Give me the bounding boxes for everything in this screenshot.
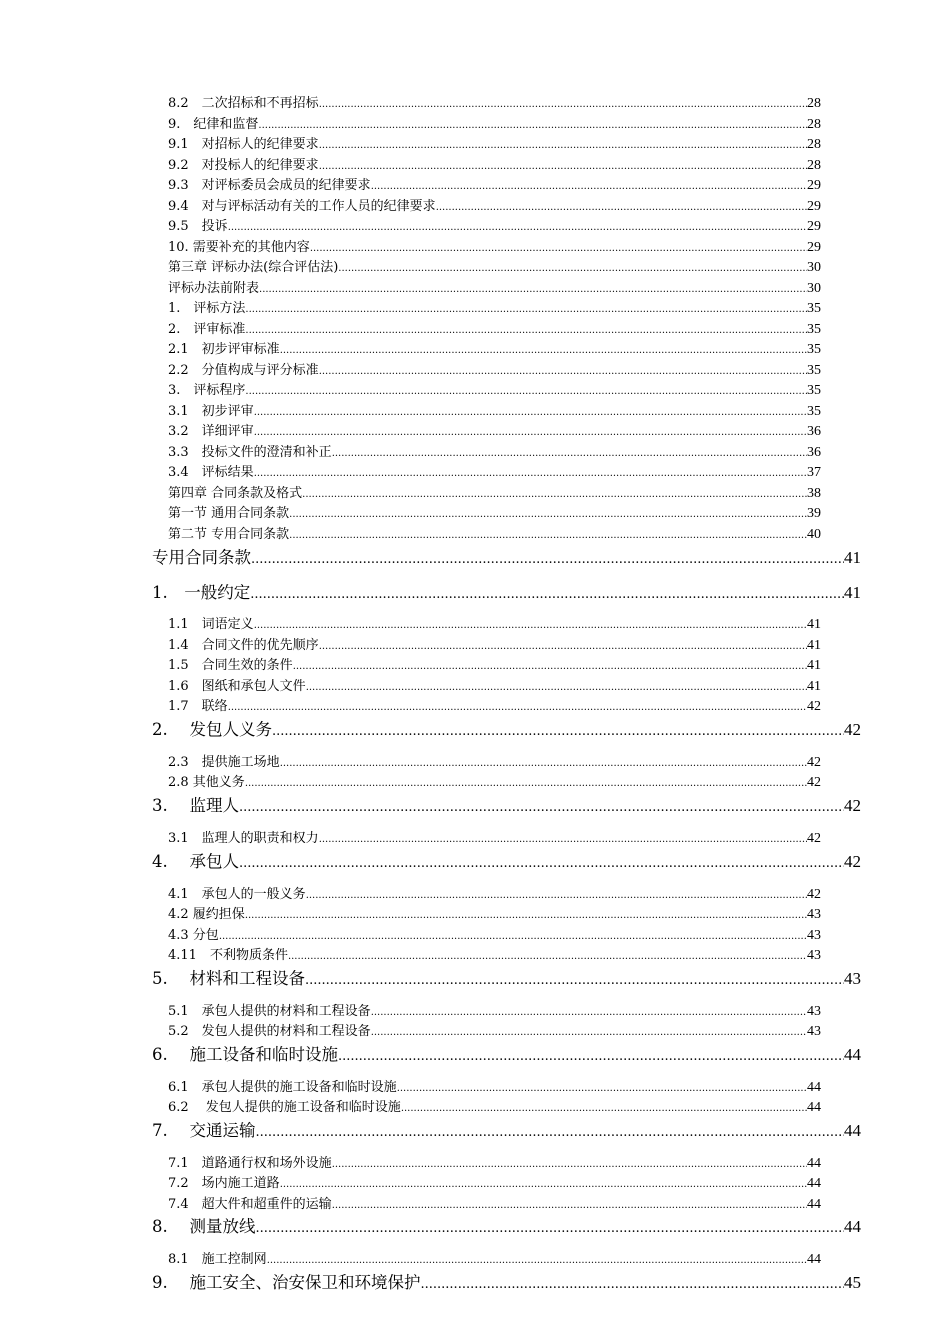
toc-leader — [245, 778, 807, 789]
toc-entry-title: 9.2 对投标人的纪律要求 — [168, 158, 319, 173]
toc-leader — [319, 140, 807, 151]
toc-entry — [152, 1117, 861, 1141]
toc-entry-title: 9.3 对评标委员会成员的纪律要求 — [168, 178, 371, 193]
toc-page-number: 42 — [807, 887, 821, 902]
toc-entry-title: 2.8 其他义务 — [168, 775, 245, 790]
toc-entry — [168, 441, 821, 461]
toc-entry-title: 第二节 专用合同条款 — [168, 527, 290, 542]
toc-leader — [245, 910, 807, 921]
toc-leader — [251, 552, 844, 567]
toc-page-number: 36 — [807, 424, 821, 439]
toc-leader — [250, 587, 844, 602]
toc-leader — [310, 243, 807, 254]
toc-entry-title: 第三章 评标办法(综合评估法) — [168, 260, 339, 275]
toc-page-number: 42 — [807, 755, 821, 770]
toc-entry-title: 9.1 对招标人的纪律要求 — [168, 137, 319, 152]
toc-entry — [152, 1041, 861, 1065]
toc-page-number: 43 — [807, 948, 821, 963]
toc-page-number: 37 — [807, 465, 821, 480]
toc-leader — [397, 1083, 807, 1094]
toc-entry — [168, 1076, 821, 1096]
toc-entry-title: 6.1 承包人提供的施工设备和临时设施 — [168, 1080, 397, 1095]
toc-page-number: 35 — [807, 322, 821, 337]
toc-entry-title: 5.1 承包人提供的材料和工程设备 — [168, 1004, 371, 1019]
toc-page-number: 42 — [807, 831, 821, 846]
toc-page-number: 41 — [807, 679, 821, 694]
toc-entry — [168, 92, 821, 112]
toc-entry — [152, 1269, 861, 1293]
toc-leader — [280, 758, 807, 769]
toc-entry — [168, 751, 821, 771]
toc-leader — [421, 1277, 845, 1292]
toc-entry — [168, 695, 821, 715]
toc-entry — [168, 523, 821, 543]
toc-entry-title: 第一节 通用合同条款 — [168, 506, 290, 521]
toc-leader — [338, 1049, 844, 1064]
toc-entry-title: 2. 评审标准 — [168, 322, 246, 337]
toc-entry — [168, 482, 821, 502]
toc-entry — [168, 461, 821, 481]
toc-page-number: 35 — [807, 342, 821, 357]
toc-leader — [256, 1221, 845, 1236]
toc-entry — [168, 502, 821, 522]
toc-page-number: 43 — [807, 907, 821, 922]
toc-entry — [168, 277, 821, 297]
toc-entry-title: 2.1 初步评审标准 — [168, 342, 280, 357]
toc-page-number: 39 — [807, 506, 821, 521]
toc-page-number: 41 — [807, 658, 821, 673]
toc-leader — [239, 800, 844, 815]
toc-page-number: 28 — [807, 117, 821, 132]
toc-leader — [254, 407, 807, 418]
toc-entry-title: 9.5 投诉 — [168, 219, 228, 234]
toc-leader — [245, 386, 807, 397]
toc-page-number: 42 — [844, 720, 861, 739]
toc-page-number: 41 — [844, 548, 861, 567]
toc-leader — [319, 99, 807, 110]
toc-page-number: 40 — [807, 527, 821, 542]
toc-page-number: 44 — [807, 1197, 821, 1212]
toc-page-number: 43 — [807, 1024, 821, 1039]
toc-entry — [168, 1000, 821, 1020]
toc-entry-title: 8.1 施工控制网 — [168, 1252, 267, 1267]
toc-page-number: 44 — [807, 1100, 821, 1115]
toc-leader — [254, 620, 807, 631]
toc-entry — [168, 256, 821, 276]
toc-entry — [168, 883, 821, 903]
toc-leader — [338, 263, 807, 274]
toc-page-number: 43 — [844, 969, 861, 988]
toc-leader — [319, 161, 807, 172]
toc-leader — [319, 641, 807, 652]
toc-entry — [168, 1152, 821, 1172]
toc-entry — [168, 1020, 821, 1040]
toc-entry — [168, 359, 821, 379]
toc-page-number: 35 — [807, 383, 821, 398]
toc-page-number: 29 — [807, 219, 821, 234]
toc-entry-title: 3. 监理人 — [152, 796, 239, 815]
toc-leader — [258, 120, 807, 131]
toc-page-number: 44 — [844, 1217, 861, 1236]
toc-page-number: 42 — [807, 775, 821, 790]
toc-page-number: 44 — [844, 1121, 861, 1140]
toc-entry-title: 9. 纪律和监督 — [168, 117, 259, 132]
toc-page-number: 35 — [807, 404, 821, 419]
toc-page-number: 30 — [807, 260, 821, 275]
toc-page-number: 30 — [807, 281, 821, 296]
toc-leader — [256, 1125, 845, 1140]
toc-leader — [239, 856, 844, 871]
toc-page-number: 45 — [844, 1273, 861, 1292]
toc-entry-title: 2.3 提供施工场地 — [168, 755, 280, 770]
toc-page-number: 38 — [807, 486, 821, 501]
toc-page-number: 42 — [844, 852, 861, 871]
toc-page-number: 29 — [807, 240, 821, 255]
toc-entry-title: 专用合同条款 — [152, 548, 251, 567]
toc-page-number: 28 — [807, 158, 821, 173]
toc-entry — [168, 1096, 821, 1116]
toc-entry-title: 3.1 监理人的职责和权力 — [168, 831, 319, 846]
toc-page-number: 44 — [844, 1045, 861, 1064]
toc-entry — [168, 1172, 821, 1192]
toc-entry-title: 2.2 分值构成与评分标准 — [168, 363, 319, 378]
toc-page-number: 28 — [807, 137, 821, 152]
toc-entry-title: 1.1 词语定义 — [168, 617, 254, 632]
toc-entry — [168, 133, 821, 153]
toc-entry-title: 7.2 场内施工道路 — [168, 1176, 280, 1191]
toc-leader — [319, 366, 807, 377]
toc-entry — [152, 579, 861, 603]
toc-leader — [332, 1159, 807, 1170]
toc-entry-title: 5. 材料和工程设备 — [152, 969, 305, 988]
toc-entry — [152, 1213, 861, 1237]
toc-entry — [152, 965, 861, 989]
toc-entry — [168, 613, 821, 633]
toc-leader — [436, 202, 807, 213]
toc-entry — [168, 771, 821, 791]
toc-leader — [306, 682, 807, 693]
toc-entry-title: 7.4 超大件和超重件的运输 — [168, 1197, 332, 1212]
toc-entry — [168, 113, 821, 133]
toc-entry-title: 7.1 道路通行权和场外设施 — [168, 1156, 332, 1171]
toc-leader — [254, 427, 807, 438]
toc-entry-title: 1.4 合同文件的优先顺序 — [168, 638, 319, 653]
toc-entry — [168, 944, 821, 964]
toc-entry-title: 1. 评标方法 — [168, 301, 246, 316]
toc-leader — [332, 1200, 807, 1211]
toc-entry-title: 6. 施工设备和临时设施 — [152, 1045, 338, 1064]
toc-entry-title: 8.2 二次招标和不再招标 — [168, 96, 319, 111]
toc-entry — [168, 1248, 821, 1268]
toc-leader — [219, 931, 807, 942]
toc-leader — [267, 1255, 807, 1266]
toc-entry-title: 3.2 详细评审 — [168, 424, 254, 439]
toc-entry — [152, 716, 861, 740]
toc-page-number: 28 — [807, 96, 821, 111]
toc-entry — [168, 236, 821, 256]
toc-entry — [168, 379, 821, 399]
toc-page-number: 44 — [807, 1156, 821, 1171]
toc-entry-title: 4.1 承包人的一般义务 — [168, 887, 306, 902]
toc-entry — [168, 827, 821, 847]
toc-entry-title: 7. 交通运输 — [152, 1121, 256, 1140]
toc-entry — [152, 848, 861, 872]
toc-leader — [272, 724, 844, 739]
toc-page-number: 42 — [844, 796, 861, 815]
toc-entry-title: 3.4 评标结果 — [168, 465, 254, 480]
toc-entry — [168, 318, 821, 338]
toc-entry — [168, 420, 821, 440]
toc-entry — [168, 924, 821, 944]
toc-page-number: 43 — [807, 928, 821, 943]
toc-leader — [228, 702, 807, 713]
toc-entry-title: 5.2 发包人提供的材料和工程设备 — [168, 1024, 371, 1039]
toc-entry — [168, 195, 821, 215]
toc-leader — [306, 890, 807, 901]
toc-entry-title: 9. 施工安全、治安保卫和环境保护 — [152, 1273, 421, 1292]
toc-entry-title: 8. 测量放线 — [152, 1217, 256, 1236]
toc-entry — [168, 675, 821, 695]
toc-page-number: 44 — [807, 1252, 821, 1267]
toc-entry — [168, 400, 821, 420]
toc-leader — [280, 345, 807, 356]
toc-entry-title: 4.11 不利物质条件 — [168, 948, 288, 963]
toc-leader — [319, 834, 807, 845]
toc-page-number: 29 — [807, 199, 821, 214]
toc-entry — [168, 634, 821, 654]
toc-entry — [168, 654, 821, 674]
toc-page-number: 41 — [844, 583, 861, 602]
toc-leader — [289, 509, 807, 520]
toc-page-number: 42 — [807, 699, 821, 714]
toc-entry — [168, 903, 821, 923]
toc-page-number: 41 — [807, 617, 821, 632]
toc-entry-title: 4.2 履约担保 — [168, 907, 245, 922]
toc-leader — [288, 951, 807, 962]
toc-page-number: 41 — [807, 638, 821, 653]
toc-entry — [152, 544, 861, 568]
toc-entry — [168, 215, 821, 235]
toc-entry-title: 评标办法前附表 — [168, 281, 260, 296]
toc-entry-title: 10. 需要补充的其他内容 — [168, 240, 310, 255]
toc-entry-title: 3.3 投标文件的澄清和补正 — [168, 445, 332, 460]
toc-page-number: 35 — [807, 301, 821, 316]
toc-entry-title: 1.7 联络 — [168, 699, 228, 714]
toc-leader — [371, 1007, 807, 1018]
toc-entry — [168, 154, 821, 174]
toc-leader — [371, 181, 807, 192]
toc-entry-title: 4. 承包人 — [152, 852, 239, 871]
toc-page-number: 36 — [807, 445, 821, 460]
toc-leader — [245, 325, 807, 336]
toc-leader — [245, 304, 807, 315]
toc-leader — [305, 973, 844, 988]
toc-entry-title: 第四章 合同条款及格式 — [168, 486, 303, 501]
toc-leader — [280, 1179, 807, 1190]
toc-entry-title: 1.5 合同生效的条件 — [168, 658, 293, 673]
toc-page-number: 29 — [807, 178, 821, 193]
toc-entry — [168, 338, 821, 358]
toc-leader — [293, 661, 807, 672]
toc-entry-title: 9.4 对与评标活动有关的工作人员的纪律要求 — [168, 199, 436, 214]
toc-entry — [152, 792, 861, 816]
toc-leader — [332, 448, 807, 459]
toc-entry — [168, 174, 821, 194]
toc-page-number: 44 — [807, 1080, 821, 1095]
toc-entry-title: 1. 一般约定 — [152, 583, 251, 602]
toc-page-number: 43 — [807, 1004, 821, 1019]
toc-leader — [259, 284, 807, 295]
toc-entry-title: 1.6 图纸和承包人文件 — [168, 679, 306, 694]
toc-leader — [254, 468, 807, 479]
toc-leader — [371, 1027, 807, 1038]
toc-entry — [168, 1193, 821, 1213]
toc-page-number: 35 — [807, 363, 821, 378]
toc-leader — [228, 222, 807, 233]
toc-leader — [401, 1103, 807, 1114]
toc-entry — [168, 297, 821, 317]
toc-entry-title: 3.1 初步评审 — [168, 404, 254, 419]
toc-entry-title: 4.3 分包 — [168, 928, 219, 943]
toc-entry-title: 2. 发包人义务 — [152, 720, 272, 739]
toc-leader — [302, 489, 807, 500]
toc-leader — [289, 530, 807, 541]
toc-page-number: 44 — [807, 1176, 821, 1191]
toc-entry-title: 6.2 发包人提供的施工设备和临时设施 — [168, 1100, 401, 1115]
toc-entry-title: 3. 评标程序 — [168, 383, 246, 398]
